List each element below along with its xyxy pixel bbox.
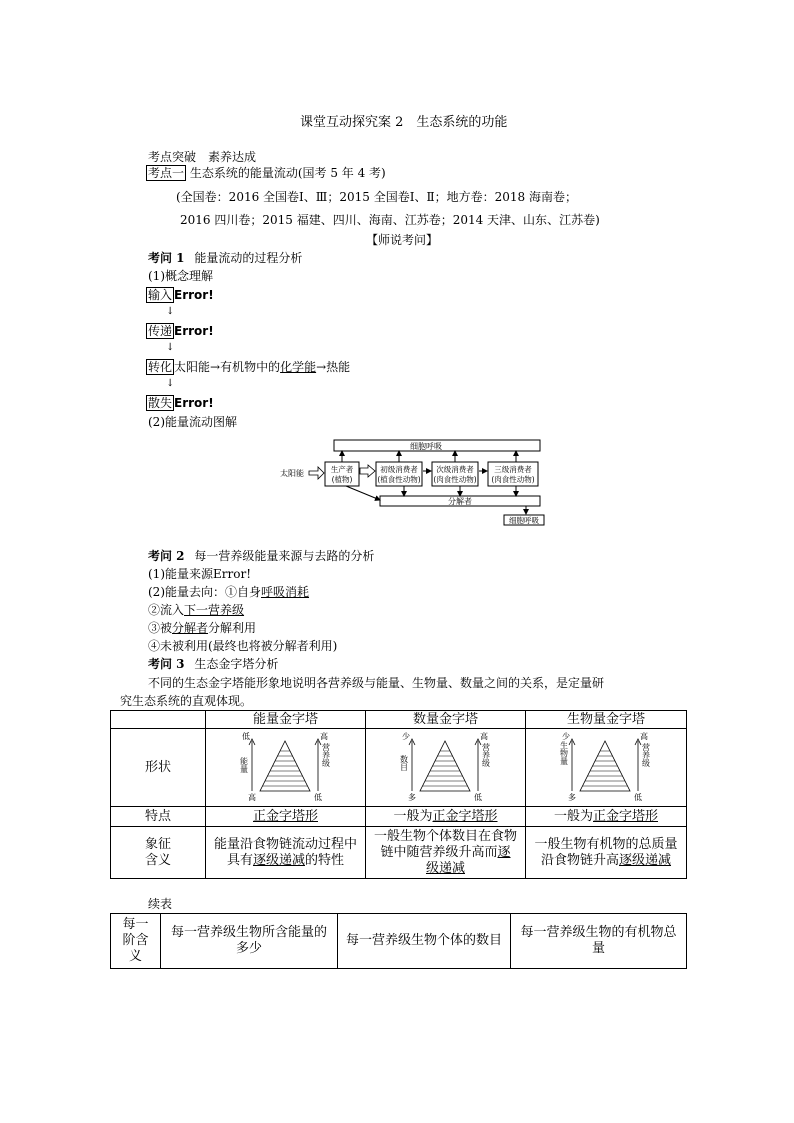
step-transfer-text: Error! — [174, 324, 214, 338]
q2-line1: (1)能量来源Error! — [148, 567, 252, 581]
continued-cell: 每一营养级生物个体的数目 — [338, 914, 511, 969]
q1-sub2: (2)能量流动图解 — [148, 415, 237, 429]
table-header-cell: 生物量金字塔 — [526, 711, 687, 729]
q3-heading — [148, 656, 278, 672]
q1-heading — [148, 250, 302, 266]
meaning-cell — [526, 827, 687, 879]
continued-head-cell: 每一阶含义 — [111, 914, 161, 969]
exam-list-line1: (全国卷：2016 全国卷Ⅰ、Ⅲ；2015 全国卷Ⅰ、Ⅱ；地方卷：2018 海南卷； — [176, 190, 577, 204]
q1-label: 考问 1 — [148, 251, 185, 265]
pyramid-bottom-left: 高 — [247, 793, 256, 801]
producer-label-2: (植物) — [331, 475, 353, 484]
kaodian-text: 生态系统的能量流动(国考 5 年 4 考) — [189, 166, 386, 180]
secondary-label-1: 次级消费者 — [436, 465, 474, 474]
number-pyramid-figure — [386, 729, 506, 801]
table-header-cell — [111, 711, 206, 729]
q3-intro-line1: 不同的生态金字塔能形象地说明各营养级与能量、生物量、数量之间的关系，是定量研 — [148, 676, 605, 690]
feature-ul: 正金字塔形 — [252, 808, 318, 824]
pyramid-top-left: 少 — [401, 732, 410, 741]
q2-line4-post: 分解利用 — [208, 621, 257, 635]
q2-line3-pre: ②流入 — [148, 603, 185, 617]
pyramid-top-right: 高 — [319, 732, 328, 741]
pyramid-axis-label: 数目 — [399, 755, 408, 771]
table-row-feature — [111, 807, 687, 827]
pyramid-cell-biomass — [526, 729, 687, 807]
pyramid-bottom-left: 多 — [407, 793, 416, 801]
meaning-ul: 逐级递减 — [252, 852, 305, 868]
q2-line2-pre: (2)能量去向：①自身 — [148, 585, 261, 599]
step-transfer — [146, 323, 214, 339]
q2-title: 每一营养级能量来源与去路的分析 — [194, 549, 375, 563]
q2-line2-ul: 呼吸消耗 — [261, 585, 310, 599]
pyramid-bottom-right: 低 — [313, 793, 322, 801]
meaning-post: 的特性 — [305, 852, 345, 868]
q3-label: 考问 3 — [148, 657, 185, 671]
feature-cell — [526, 807, 687, 827]
step-convert-ul: 化学能 — [280, 360, 317, 374]
q2-line2 — [148, 584, 309, 600]
continued-cell: 每一营养级生物所含能量的多少 — [161, 914, 338, 969]
biomass-pyramid-figure — [546, 729, 666, 801]
down-arrow-1: ↓ — [166, 306, 175, 317]
down-arrow-icon — [346, 486, 380, 500]
q2-line4 — [148, 620, 256, 636]
meaning-pre: 一般生物有机物的总质量沿食物链升高 — [534, 836, 678, 868]
step-input — [146, 287, 214, 303]
meaning-ul: 逐级递减 — [425, 844, 511, 876]
continued-table — [110, 913, 687, 969]
step-loss-text: Error! — [174, 396, 214, 410]
step-input-tag: 输入 — [148, 288, 173, 302]
table-row-shape — [111, 729, 687, 807]
respiration-bottom-label: 细胞呼吸 — [509, 516, 539, 525]
row-label-shape: 形状 — [111, 729, 206, 807]
step-transfer-tag: 传递 — [148, 324, 173, 338]
q2-line4-ul: 分解者 — [172, 621, 209, 635]
q1-title: 能量流动的过程分析 — [194, 251, 303, 265]
step-convert-tag: 转化 — [148, 360, 173, 374]
producer-label-1: 生产者 — [330, 465, 354, 474]
meaning-cell — [206, 827, 366, 879]
page-title: 课堂互动探究案 2 生态系统的功能 — [300, 115, 508, 130]
q2-line3-ul: 下一营养级 — [184, 603, 245, 617]
q3-title: 生态金字塔分析 — [194, 657, 279, 671]
q2-heading — [148, 548, 374, 564]
pyramid-axis-label: 能量 — [239, 757, 248, 773]
energy-pyramid-figure — [226, 729, 346, 801]
q2-line3 — [148, 602, 244, 618]
step-loss — [146, 395, 214, 411]
q2-line5: ④未被利用(最终也将被分解者利用) — [148, 639, 338, 653]
tertiary-label-2: (肉食性动物) — [491, 475, 535, 484]
q1-sub1: (1)概念理解 — [148, 269, 213, 283]
shishuo-heading: 【师说考问】 — [366, 233, 439, 247]
pyramid-cell-energy — [206, 729, 366, 807]
down-arrow-2: ↓ — [166, 342, 175, 353]
pyramid-axis-label: 生物量 — [559, 741, 569, 765]
primary-label-1: 初级消费者 — [380, 465, 418, 474]
kaodian-tag: 考点一 — [148, 166, 185, 180]
row-label-feature: 特点 — [111, 807, 206, 827]
meaning-pre: 能量沿食物链流动过程中具有 — [214, 836, 358, 868]
step-loss-tag: 散失 — [148, 396, 173, 410]
q3-intro-line2: 究生态系统的直观体现。 — [120, 694, 253, 708]
pyramid-cell-number — [366, 729, 526, 807]
table-header-row — [111, 711, 687, 729]
sun-arrow-icon — [309, 467, 324, 479]
pyramid-right-axis: 营养级 — [481, 743, 490, 767]
respiration-top-label: 细胞呼吸 — [410, 442, 442, 451]
pyramid-top-right: 高 — [640, 732, 648, 741]
pyramid-top-right: 高 — [479, 732, 488, 741]
pyramid-top-left: 少 — [562, 732, 570, 741]
row-label-meaning: 象征含义 — [111, 827, 206, 879]
feature-ul: 正金字塔形 — [593, 808, 659, 824]
feature-cell — [366, 807, 526, 827]
step-input-text: Error! — [174, 288, 214, 302]
sun-label: 太阳能 — [280, 469, 304, 478]
feature-pre: 一般为 — [393, 808, 433, 824]
table-row-meaning — [111, 827, 687, 879]
primary-label-2: (植食性动物) — [377, 475, 421, 484]
tertiary-label-1: 三级消费者 — [494, 465, 532, 474]
step-convert-pre: 太阳能→有机物中的 — [174, 360, 281, 374]
down-arrow-3: ↓ — [166, 378, 175, 389]
feature-ul: 正金字塔形 — [432, 808, 498, 824]
feature-cell — [206, 807, 366, 827]
continued-label: 续表 — [148, 897, 173, 911]
kaodian-line — [146, 165, 386, 181]
meaning-pre: 一般生物个体数目在食物链中随营养级升高而 — [374, 828, 518, 860]
exam-list-line2: 2016 四川卷；2015 福建、四川、海南、江苏卷；2014 天津、山东、江苏卷) — [180, 213, 600, 227]
section-header: 考点突破 素养达成 — [148, 150, 257, 164]
decomposer-label: 分解者 — [448, 497, 472, 506]
step-convert-post: →热能 — [316, 360, 351, 374]
table-header-cell: 数量金字塔 — [366, 711, 526, 729]
step-convert — [146, 359, 350, 375]
pyramid-bottom-left: 多 — [568, 793, 576, 801]
continued-cell: 每一营养级生物的有机物总量 — [511, 914, 687, 969]
energy-flow-diagram — [276, 436, 550, 530]
feature-pre: 一般为 — [553, 808, 593, 824]
meaning-cell — [366, 827, 526, 879]
q2-line4-pre: ③被 — [148, 621, 173, 635]
meaning-ul: 逐级递减 — [619, 852, 672, 868]
secondary-label-2: (肉食性动物) — [433, 475, 477, 484]
table-row — [111, 914, 687, 969]
pyramid-bottom-right: 低 — [473, 793, 482, 801]
pyramid-right-axis: 营养级 — [641, 743, 651, 767]
pyramid-table — [110, 710, 687, 879]
pyramid-right-axis: 营养级 — [321, 743, 330, 767]
pyramid-top-left: 低 — [241, 732, 250, 741]
pyramid-bottom-right: 低 — [634, 793, 642, 801]
flow-arrow-icon — [360, 465, 375, 477]
q2-label: 考问 2 — [148, 549, 185, 563]
table-header-cell: 能量金字塔 — [206, 711, 366, 729]
